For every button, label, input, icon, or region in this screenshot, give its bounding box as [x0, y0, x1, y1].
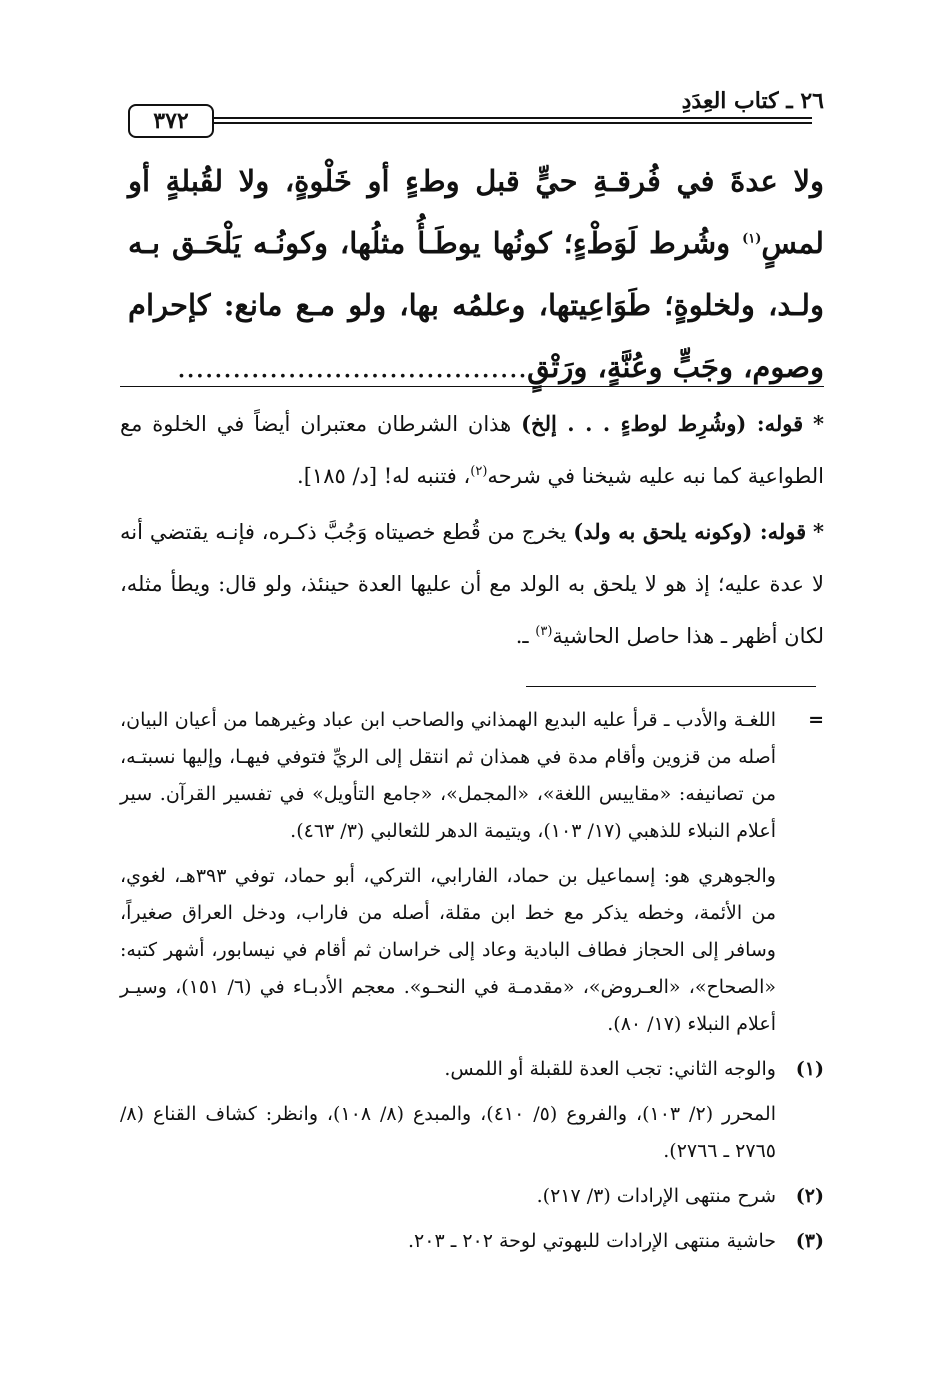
commentary-text-2: يخرج من قُطع خصيتاه وَجُبَّ ذكـره، فإنـه يقتضي أنه لا عدة عليه؛ إذ هو لا يلحق به الولد مع أن عليها العدة حينئذ، ولو قال: ويطأ مثله، لكان أظهر ـ هذا حاصل الحاشية: [120, 520, 824, 648]
commentary-text-1: هذان الشرطان معتبران أيضاً في الخلوة مع الطواعية كما نبه عليه شيخنا في شرحه: [120, 412, 824, 488]
footnote-divider: [526, 686, 816, 687]
footnote-jawhari: والجوهري هو: إسماعيل بن حماد، الفارابي، التركي، أبو حماد، توفي ٣٩٣هـ، لغوي، من الأئمة، وخطه يذكر مع خط ابن مقلة، أصله من فاراب، ودخل العراق صغيراً، وسافر إلى الحجاز فطاف البادية وعاد إلى خراسان ثم أقام في نيسابور، أشهر كتبه: «الصحاح»، «العـروض»، «مقدمـة في النحـو». معجم الأدبـاء في (٦/ ١٥١)، وسيـر أعلام النبلاء (١٧/ ٨٠).: [120, 865, 776, 1035]
commentary-keyword-1: قوله: (وشُرِط لوطءٍ . . . إلخ): [521, 411, 804, 436]
footnote-1: [120, 1051, 824, 1088]
continuation-mark: =: [808, 709, 824, 731]
footnote-2-mark: (٢): [795, 1185, 824, 1207]
footnote-ref-1[interactable]: (١): [742, 231, 762, 247]
page-number-box: ٣٧٢: [128, 104, 214, 138]
commentary-end-2: ـ.: [515, 624, 536, 648]
footnote-continued-text: اللغـة والأدب ـ قرأ عليه البديع الهمذاني والصاحب ابن عباد وغيرهما من أعيان البيان، أصله من قزوين وأقام مدة في همذان ثم انتقل إلى الريِّ فتوفي فيهـا، وإليها نسبتـه، من تصانيفه: «مقاييس اللغة»، «المجمل»، «جامع التأويل» في تفسير القرآن. سير أعلام النبلاء للذهبي (١٧/ ١٠٣)، ويتيمة الدهر للثعالبي (٣/ ٤٦٣).: [120, 709, 776, 842]
footnote-ref-3[interactable]: (٣): [535, 624, 553, 639]
footnote-1-references: المحرر (٢/ ١٠٣)، والفروع (٥/ ٤١٠)، والمبدع (٨/ ١٠٨)، وانظر: كشاف القناع (٨/ ٢٧٦٥ ـ ٢٧٦٦).: [120, 1103, 776, 1162]
main-text-divider: [120, 386, 824, 387]
footnote-3: [120, 1223, 824, 1260]
commentary-paragraph-1: [120, 398, 824, 502]
footnote-3-mark: (٣): [795, 1230, 824, 1252]
running-header-title: ٢٦ ـ كتاب العِدَدِ: [681, 88, 824, 114]
main-text-part-2: وشُرط لَوَطْءٍ؛ كونُها يوطَـأُ مثلُها، وكونُـه يَلْحَـق بـه ولـد، ولخلوةٍ؛ طَوَاعِيتها، وعلمُه بها، ولو مـع مانع: كإحرام وصوم، وجَبٍّ وعُنَّةٍ، ورَتْقٍ: [128, 226, 824, 384]
footnote-2: [120, 1178, 824, 1215]
header-double-rule: [212, 117, 812, 124]
footnote-1-text: والوجه الثاني: تجب العدة للقبلة أو اللمس.: [444, 1058, 776, 1080]
footnote-ref-2[interactable]: (٢): [470, 464, 488, 479]
commentary-keyword-2: قوله: (وكونه يلحق به ولد): [573, 519, 807, 544]
main-text-dots: ......................................: [176, 350, 528, 384]
commentary: [120, 398, 824, 666]
star-marker: *: [813, 519, 824, 544]
commentary-end-1: ، فتنبه له! [د/ ١٨٥].: [297, 464, 471, 488]
commentary-paragraph-2: [120, 506, 824, 662]
footnotes: [120, 702, 824, 1268]
footnote-2-text: شرح منتهى الإرادات (٣/ ٢١٧).: [536, 1185, 776, 1207]
footnote-1-mark: (١): [795, 1058, 824, 1080]
star-marker: *: [813, 411, 824, 436]
main-text: [128, 150, 824, 398]
main-text-part-1: ولا عدةَ في فُرقـةِ حيٍّ قبل وطءٍ أو خَلْوةٍ، ولا لقُبلةٍ أو لمسٍ: [128, 164, 824, 260]
footnote-3-text: حاشية منتهى الإرادات للبهوتي لوحة ٢٠٢ ـ ٢٠٣.: [407, 1230, 776, 1252]
footnote-continued: [120, 702, 824, 850]
